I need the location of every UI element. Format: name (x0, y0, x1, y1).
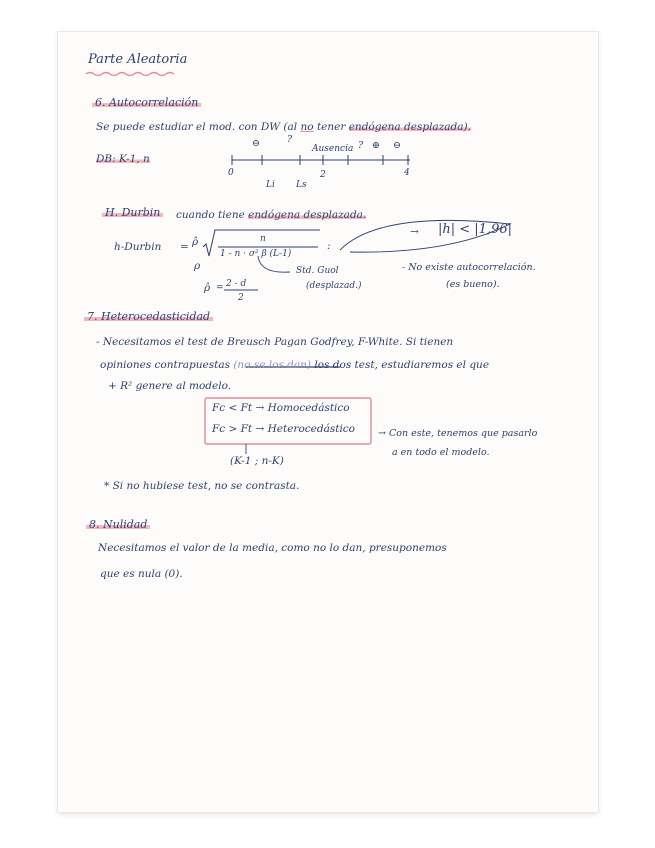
rho: ρ (194, 260, 201, 272)
rho-equals: = (216, 283, 224, 293)
hetero-p1: - Necesitamos el test de Breusch Pagan Godfrey, F-White. Si tienen (96, 336, 454, 348)
nulidad-p1: Necesitamos el valor de la media, como no lo dan, presuponemos (98, 542, 447, 554)
scale-mark-pos: ⊕ (372, 140, 380, 151)
rho-numerator: 2 - d (226, 279, 247, 289)
text-highlight: endógena desplazada). (348, 121, 471, 133)
scale-tick-2: 2 (320, 170, 326, 180)
box-heterocedastico: Fc > Ft → Heterocedástico (212, 423, 356, 435)
sqrt-denominator: 1 - n · σ² β (L-1) (220, 249, 292, 259)
text-segment: los dos test, estudiaremos el que (314, 359, 490, 371)
db-label: DB: K-1, n (96, 153, 150, 165)
hetero-p3: + R² genere al modelo. (108, 380, 232, 392)
scale-tick-4: 4 (404, 168, 410, 178)
nulidad-p2: que es nula (0). (100, 568, 183, 580)
rho-hat-2: ρ̂ (204, 282, 211, 294)
hetero-footnote: * Si no hubiese test, no se contrasta. (104, 480, 300, 492)
section-durbin-heading: H. Durbin (102, 206, 163, 219)
page-title: Parte Aleatoria (88, 52, 188, 67)
scale-mark-neg: ⊖ (252, 138, 260, 149)
text-segment: Se puede estudiar el mod. con DW (al (96, 121, 298, 133)
std-note: Std. Guol (296, 266, 339, 276)
box-note-1: → Con este, tenemos que pasarlo (378, 428, 538, 439)
no-autocorrelation: - No existe autocorrelación. (402, 262, 536, 273)
text-segment: cuando tiene (176, 209, 245, 221)
text-struck: (no se los dan) (233, 359, 312, 371)
section-hetero-heading: 7. Heterocedasticidad (84, 310, 213, 323)
section-nulidad-heading: 8. Nulidad (86, 518, 150, 531)
scale-mark-q2: ? (358, 140, 364, 151)
scale-tick-0: 0 (228, 168, 234, 178)
sqrt-numerator: n (260, 234, 266, 244)
text-segment: tener (316, 121, 346, 133)
scale-mark-q1: ? (287, 134, 293, 145)
rho-hat: ρ̂ (192, 236, 199, 248)
hetero-p2 (100, 359, 489, 371)
scale-mark-neg2: ⊖ (393, 140, 401, 151)
durbin-condition: |h| < |1,96| (438, 222, 512, 237)
text-highlight: endógena desplazada. (248, 209, 367, 221)
durbin-when (176, 209, 366, 221)
condition-arrow: → (410, 226, 419, 238)
rho-denominator: 2 (238, 293, 244, 303)
equals-sign: = (180, 241, 189, 253)
box-homocedastico: Fc < Ft → Homocedástico (212, 402, 350, 414)
section-autocorrelacion-heading: 6. Autocorrelación (92, 96, 201, 109)
autocorrelacion-text (96, 121, 471, 133)
scale-tick-li: Li (266, 180, 275, 190)
text-segment: opiniones contrapuestas (100, 359, 230, 371)
box-note-2: a en todo el modelo. (392, 447, 490, 458)
colon: : (327, 240, 331, 252)
scale-tick-ls: Ls (296, 180, 307, 190)
text-no: no (300, 121, 314, 133)
box-degrees: (K-1 ; n-K) (230, 455, 284, 467)
title-wavy-underline (86, 73, 174, 76)
std-note-2: (desplazad.) (306, 281, 362, 291)
scale-mark-ausencia: Ausencia (312, 144, 354, 154)
es-bueno: (es bueno). (446, 279, 500, 290)
h-durbin-label: h-Durbin (114, 241, 162, 253)
